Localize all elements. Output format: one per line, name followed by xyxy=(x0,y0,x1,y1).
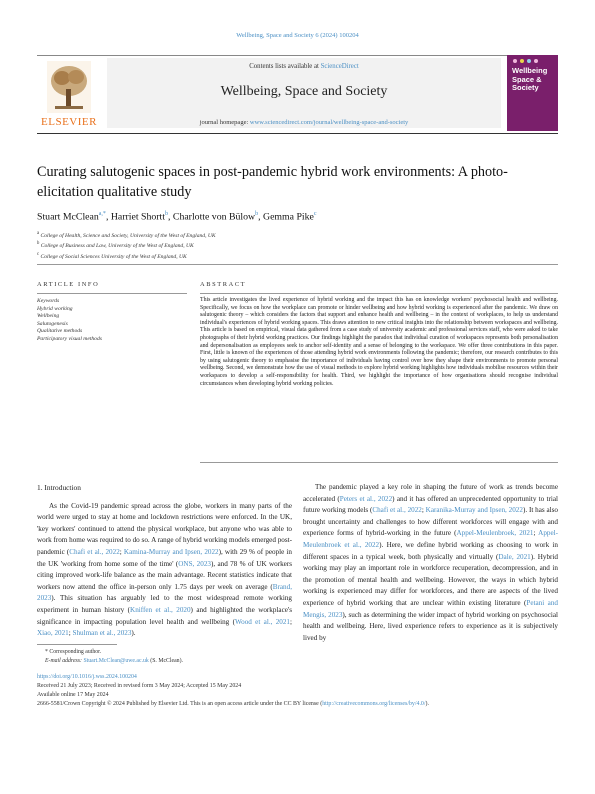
received-dates: Received 21 July 2023; Received in revised form 3 May 2024; Accepted 15 May 2024 xyxy=(37,683,242,690)
citation-link[interactable]: Karanika-Murray and Ipsen, 2022 xyxy=(425,506,523,515)
homepage-prefix: journal homepage: xyxy=(199,119,250,126)
doi-link[interactable]: https://doi.org/10.1016/j.wss.2024.100204 xyxy=(37,674,137,680)
article-title: Curating salutogenic spaces in post-pandemic hybrid work environments: A photo-elicitation qualitative study xyxy=(37,164,508,200)
journal-cover-thumbnail[interactable] xyxy=(507,55,558,131)
article-info-heading: ARTICLE INFO xyxy=(37,281,100,288)
abstract-divider xyxy=(200,293,558,294)
license-statement xyxy=(37,700,558,709)
citation-link[interactable]: Xiao, 2021 xyxy=(37,629,69,638)
body-column-left xyxy=(37,482,292,640)
cover-line: Society xyxy=(512,83,539,92)
body-column-right xyxy=(303,482,558,644)
abstract-heading: ABSTRACT xyxy=(200,281,247,288)
email-line xyxy=(45,657,183,666)
publication-info xyxy=(37,673,558,709)
license-suffix: ). xyxy=(425,701,429,708)
paragraph-text: ). Hybrid working may play an important role in workforce recuperation, decompression, and in the promotion of mental health and wellbeing. However, the ways in which hybrid working is experienced may differ for workforces, and there are aspects of the lived experience of hybrid working that are unclear within existing literature ( xyxy=(303,552,558,607)
paragraph-text: ) and it has offered an unprecedented opportunity to trial future working models ( xyxy=(303,494,558,515)
affiliation-marker: b xyxy=(37,241,40,247)
paragraph-text: ; xyxy=(290,617,292,626)
citation-link[interactable]: Chafi et al., 2022 xyxy=(69,547,120,556)
cover-decoration-icon xyxy=(511,58,555,64)
affiliation-item xyxy=(37,240,216,250)
paragraph-text: ). This situation has arguably led to the most widespread remote working experiment in human history ( xyxy=(37,594,292,614)
paragraph-text: ; xyxy=(119,547,124,556)
keyword-item: Salutogenesis xyxy=(37,320,68,327)
corresponding-author-note xyxy=(45,648,183,657)
affiliation-divider xyxy=(37,264,558,265)
email-label: E-mail address: xyxy=(45,657,82,664)
paragraph-text: ; xyxy=(533,529,539,538)
paragraph-text: As the Covid-19 pandemic spread across the globe, workers in many parts of the world were urged to stay at home and lockdown restrictions were enforced. In the UK, 'key workers' continued to attend the physical workplace, but anyone who was able to work from home was required to do so. A range of hybrid working models emerged post-pandemic ( xyxy=(37,501,292,556)
email-suffix: (S. McClean). xyxy=(150,657,183,664)
author-affiliation-marker[interactable]: b xyxy=(165,211,168,217)
footnote xyxy=(45,648,183,665)
affiliation-marker: c xyxy=(37,251,40,257)
article-info-divider xyxy=(37,293,187,294)
abstract-text: This article investigates the lived experience of hybrid working and the impact this has on knowledge workers' psychosocial health and wellbeing. Specifically, we focus on how the workplace can promote or hinder wellbeing and how hybrid working is experienced after the pandemic. We draw on salutogenic theory – which considers the factors that support and enhance health and wellbeing – in the context of workplaces, to help us understand individual's experiences of hybrid working spaces. This draws attention to new critical insights into the relationship between workspaces and wellbeing. This article is based on empirical, visual data gathered from a case study of university academic and professional services staff, who were asked to take photographs of their hybrid working practices. Our findings highlight the paradox that individual curation of workspaces represents both personalisation and depersonalisation as employees seek to anchor self-identity and a sense of belonging to the workspace. We offer three contributions in this paper. First, little is known of the experiences of those attending hybrid work environments following the pandemic; therefore, our research contributes to this by using salutogenic theory to emphasise the importance of individuals having control over how they shape their environments to promote personal wellbeing. Second, we demonstrate how the use of visual methods to explore hybrid working highlights how individuals mobilise resources within their workspaces to develop a self-responsibility for health. Third, we highlight the importance of how organisations should recognise individual circumstances when developing hybrid working policies. xyxy=(200,297,558,387)
paragraph-text: ), such as determining the wider impact of hybrid working on psychosocial health and wellbeing. Here, lived experience refers to experience as it is subjectively lived by xyxy=(303,610,558,642)
publisher-wordmark: ELSEVIER xyxy=(41,116,97,128)
author-affiliation-marker[interactable]: c xyxy=(313,211,317,217)
paragraph-text: The pandemic played a key role in shaping the future of work as trends become accelerated ( xyxy=(303,483,558,503)
author-name[interactable]: Harriet Shortt xyxy=(110,211,165,223)
affiliation-text: College of Social Sciences University of the West of England, UK xyxy=(40,253,187,260)
citation-link[interactable]: Petani and Mengis, 2023 xyxy=(303,598,558,619)
abstract-end-divider xyxy=(200,462,558,463)
email-link[interactable]: Stuart.McClean@uwe.ac.uk xyxy=(83,657,149,664)
affiliation-item xyxy=(37,251,216,261)
footnote-divider xyxy=(37,644,117,645)
sciencedirect-link[interactable]: ScienceDirect xyxy=(320,63,359,70)
keywords-label: Keywords xyxy=(37,298,60,304)
journal-homepage xyxy=(107,119,501,126)
author-name[interactable]: Stuart McClean xyxy=(37,211,99,223)
body-paragraph xyxy=(303,482,558,644)
keyword-item: Qualitative methods xyxy=(37,328,83,335)
paragraph-text: ), and 78 % of UK workers citing improved work-life balance as the main advantage. Recent statistics indicate that workers now attend the office in-person only 1.75 days per week on average ( xyxy=(37,559,292,591)
citation-link[interactable]: Shulman et al., 2023 xyxy=(72,629,132,638)
masthead-center-panel xyxy=(107,58,501,128)
paragraph-text: ; xyxy=(421,506,426,515)
masthead-top-rule xyxy=(37,55,558,56)
footnote-marker: * xyxy=(45,649,48,655)
affiliation-text: College of Business and Law, University of the West of England, UK xyxy=(40,243,194,250)
elsevier-tree-icon xyxy=(47,61,91,113)
paragraph-text: ). Here, we define hybrid working as choosing to work in different spaces in a typical week, both physically and virtually ( xyxy=(303,540,558,561)
elsevier-logo[interactable] xyxy=(39,61,99,129)
citation-link[interactable]: Chafi et al., 2022 xyxy=(372,506,422,515)
section-heading: 1. Introduction xyxy=(37,483,81,492)
author-list: Stuart McClean$^{a,*}$, Harriet Shortt$^b$, Charlotte von Bülow$^b$, Gemma Pike$^c$ xyxy=(37,211,317,223)
citation-link[interactable]: Kamina-Murray and Ipsen, 2022 xyxy=(123,547,219,556)
author-affiliation-marker[interactable]: b xyxy=(255,211,259,217)
author-name[interactable]: Charlotte von Bülow xyxy=(172,211,256,223)
contents-prefix: Contents lists available at xyxy=(249,63,321,70)
license-prefix: 2666-5581/Crown Copyright © 2024 Published by Elsevier Ltd. This is an open access article under the CC BY license ( xyxy=(37,701,323,708)
cover-title xyxy=(512,67,547,93)
body-paragraph xyxy=(37,501,292,640)
keyword-item: Wellbeing xyxy=(37,313,60,320)
available-online-date: Available online 17 May 2024 xyxy=(37,692,109,699)
cover-line: Wellbeing xyxy=(512,66,548,75)
paragraph-text: ). xyxy=(131,629,136,638)
citation-link[interactable]: Appel-Meulenbroek, 2021 xyxy=(456,529,534,538)
citation-link[interactable]: Wood et al., 2021 xyxy=(234,617,290,626)
keywords-block xyxy=(37,298,187,344)
journal-reference[interactable]: Wellbeing, Space and Society 6 (2024) 100204 xyxy=(236,32,359,39)
paragraph-text: ), with 29 % of people in the UK 'working from home some of the time' ( xyxy=(37,547,292,568)
journal-masthead xyxy=(37,55,558,135)
citation-link[interactable]: Kniffen et al., 2020 xyxy=(130,605,191,614)
paragraph-text: ). It has also brought uncertainty and challenges to how different workforces will engage with and experience forms of hybrid-working in the future ( xyxy=(303,506,558,538)
citation-link[interactable]: ONS, 2023 xyxy=(178,559,211,568)
affiliation-list xyxy=(37,230,216,261)
journal-title: Wellbeing, Space and Society xyxy=(220,84,388,99)
license-link[interactable]: http://creativecommons.org/licenses/by/4.0/ xyxy=(322,701,426,708)
paragraph-text: ) and highlighted the workplace's significance in impacting population level health and wellbeing ( xyxy=(37,605,292,626)
footnote-label: Corresponding author. xyxy=(49,649,102,655)
contents-availability xyxy=(107,63,501,70)
affiliation-marker: a xyxy=(37,231,40,236)
citation-link[interactable]: Peters et al., 2022 xyxy=(339,494,393,503)
citation-link[interactable]: Brand, 2023 xyxy=(37,582,292,603)
cover-line: Space & xyxy=(512,74,542,84)
homepage-link[interactable]: www.sciencedirect.com/journal/wellbeing-space-and-society xyxy=(249,119,409,126)
author-affiliation-marker[interactable]: a,* xyxy=(98,211,106,217)
masthead-bottom-rule xyxy=(37,133,558,134)
keyword-item: Hybrid working xyxy=(37,305,73,312)
paragraph-text: ; xyxy=(68,629,73,638)
keyword-item: Participatory visual methods xyxy=(37,335,102,342)
affiliation-text: College of Health, Science and Society, University of the West of England, UK xyxy=(40,232,216,239)
affiliation-item xyxy=(37,230,216,240)
citation-link[interactable]: Appel-Meulenbroek et al., 2022 xyxy=(303,529,558,549)
author-name[interactable]: Gemma Pike xyxy=(263,211,314,223)
citation-link[interactable]: Dale, 2021 xyxy=(498,552,531,561)
